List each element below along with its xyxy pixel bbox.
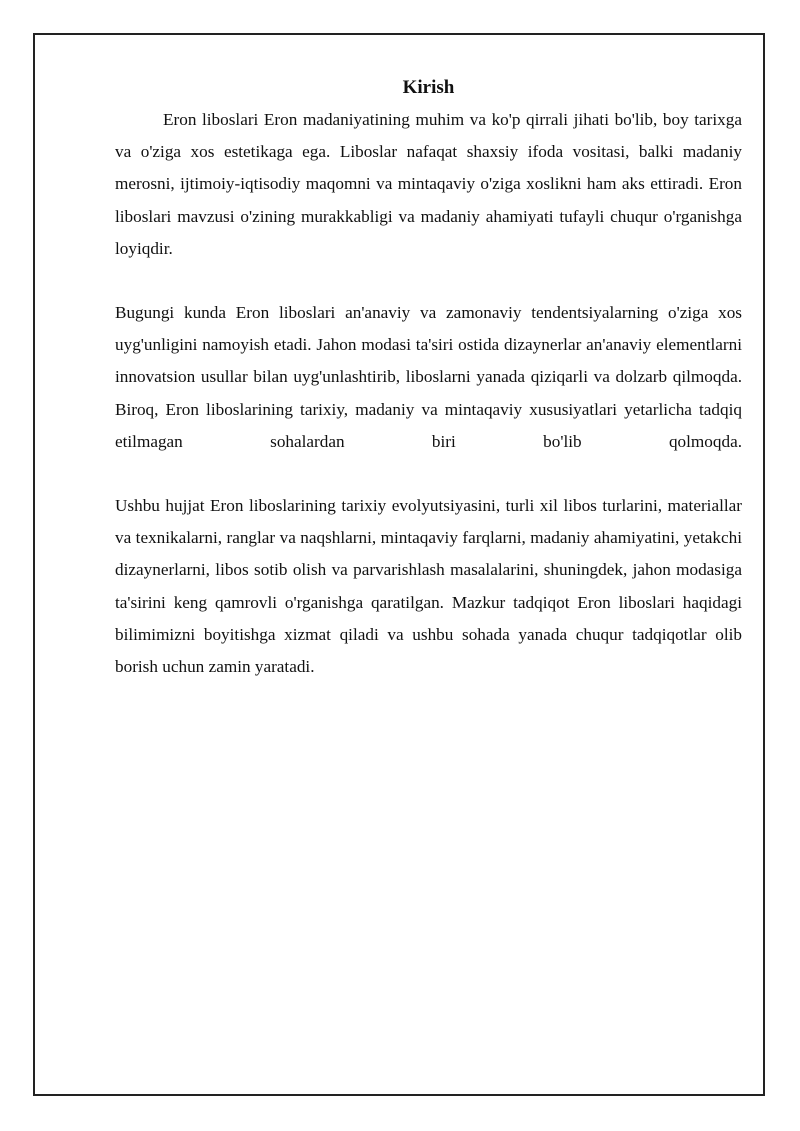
document-body — [115, 76, 742, 715]
paragraph-current-trends: Bugungi kunda Eron liboslari an'anaviy va zamonaviy tendentsiyalarning o'ziga xos uyg'unligini namoyish etadi. Jahon modasi ta'siri ostida dizaynerlar an'anaviy elementlarni innovatsion usullar bilan uyg'unlashtirib, liboslarni yanada qiziqarli va dolzarb qilmoqda. Biroq, Eron liboslarining tarixiy, madaniy va mintaqaviy xususiyatlari yetarlicha tadqiq etilmagan sohalardan biri bo'lib qolmoqda. — [115, 303, 742, 451]
page-title: Kirish — [402, 77, 455, 98]
paragraph-intro: Eron liboslari Eron madaniyatining muhim va ko'p qirrali jihati bo'lib, boy tarixga va o'ziga xos estetikaga ega. Liboslar nafaqat shaxsiy ifoda vositasi, balki madaniy merosni, ijtimoiy-iqtisodiy maqomni va mintaqaviy o'ziga xoslikni ham aks ettiradi. Eron liboslari mavzusi o'zining murakkabligi va madaniy ahamiyati tufayli chuqur o'rganishga loyiqdir. — [115, 110, 742, 258]
paragraph-research-scope: Ushbu hujjat Eron liboslarining tarixiy evolyutsiyasini, turli xil libos turlarini, materiallar va texnikalarni, ranglar va naqshlarni, mintaqaviy farqlarni, madaniy ahamiyatini, yetakchi dizaynerlarni, libos sotib olish va parvarishlash masalalarini, shuningdek, jahon modasiga ta'sirini keng qamrovli o'rganishga qaratilgan. Mazkur tadqiqot Eron liboslari haqidagi bilimimizni boyitishga xizmat qiladi va ushbu sohada yanada chuqur tadqiqotlar olib borish uchun zamin yaratadi. — [115, 496, 742, 677]
